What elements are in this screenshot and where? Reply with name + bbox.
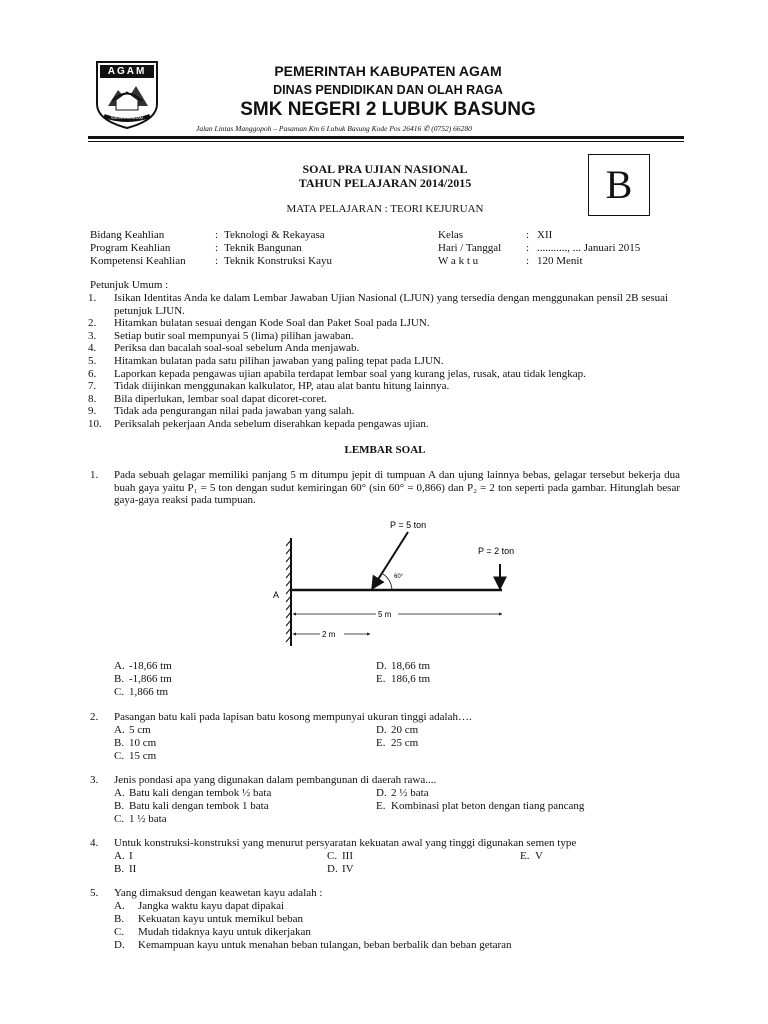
fixed-support xyxy=(286,538,291,646)
school-address: Jalan Lintas Manggopoh – Pasaman Km 6 Lubuk Basung Kode Pos 26416 ✆ (0752) 66280 xyxy=(196,124,472,133)
instruction-item: 5. Hitamkan bulatan pada satu pilihan jawaban yang paling tepat pada LJUN. xyxy=(88,354,444,367)
label-2m: 2 m xyxy=(322,630,336,639)
info-bidang-label: Bidang Keahlian xyxy=(90,229,165,241)
option-a[interactable]: A. I xyxy=(114,850,133,862)
header-line2: DINAS PENDIDIKAN DAN OLAH RAGA xyxy=(273,83,503,97)
logo-motto: SALINGKA AGAM xyxy=(110,115,144,120)
option-b[interactable]: B. 10 cm xyxy=(114,737,157,749)
question-number: 5. xyxy=(90,887,99,899)
option-c[interactable]: C. 1,866 tm xyxy=(114,686,169,698)
question-1 xyxy=(90,469,680,507)
question-number: 2. xyxy=(90,711,99,723)
instruction-item: 7. Tidak diijinkan menggunakan kalkulator, HP, atau alat bantu hitung lainnya. xyxy=(88,380,450,393)
option-e[interactable]: E. V xyxy=(520,850,543,862)
option-c[interactable]: C. III xyxy=(327,850,353,862)
letterhead-rule-thin xyxy=(88,141,684,142)
question-number: 4. xyxy=(90,837,99,849)
option-a[interactable]: A. Batu kali dengan tembok ½ bata xyxy=(114,787,272,799)
school-name: SMK NEGERI 2 LUBUK BASUNG xyxy=(240,99,536,120)
question-text: Pasangan batu kali pada lapisan batu kosong mempunyai ukuran tinggi adalah…. xyxy=(114,711,472,723)
instruction-item: 10. Periksalah pekerjaan Anda sebelum diserahkan kepada pengawas ujian. xyxy=(88,417,429,430)
option-d[interactable]: D. IV xyxy=(327,863,354,875)
force-p1-arrow xyxy=(372,532,408,589)
beam-diagram xyxy=(266,518,556,648)
header-line1: PEMERINTAH KABUPATEN AGAM xyxy=(274,63,502,79)
instruction-item: 9. Tidak ada pengurangan nilai pada jawaban yang salah. xyxy=(88,405,355,418)
question-3 xyxy=(90,774,690,787)
question-number: 3. xyxy=(90,774,99,786)
instruction-item: 1. Isikan Identitas Anda ke dalam Lembar Jawaban Ujian Nasional (LJUN) yang tersedia dengan menggunakan pensil 2B sesuai petunjuk LJUN. xyxy=(88,292,669,317)
logo-text: AGAM xyxy=(107,66,147,77)
option-d[interactable]: D. Kemampuan kayu untuk menahan beban tulangan, beban berbalik dan beban getaran xyxy=(114,939,512,951)
info-kelas-value: XII xyxy=(537,229,553,241)
option-d[interactable]: D. 20 cm xyxy=(376,724,419,736)
option-a[interactable]: A. Jangka waktu kayu dapat dipakai xyxy=(114,900,285,912)
option-b[interactable]: B. Batu kali dengan tembok 1 bata xyxy=(114,800,269,812)
option-b[interactable]: B. Kekuatan kayu untuk memikul beban xyxy=(114,913,303,925)
info-kelas-label: Kelas xyxy=(438,229,464,241)
instruction-item: 3. Setiap butir soal mempunyai 5 (lima) pilihan jawaban. xyxy=(88,329,354,342)
option-a[interactable]: A. -18,66 tm xyxy=(114,660,172,672)
instruction-item: 8. Bila diperlukan, lembar soal dapat dicoret-coret. xyxy=(88,392,327,405)
option-b[interactable]: B. II xyxy=(114,863,137,875)
exam-subject: MATA PELAJARAN : TEORI KEJURUAN xyxy=(286,203,484,215)
exam-title: SOAL PRA UJIAN NASIONAL xyxy=(302,162,468,176)
option-b[interactable]: B. -1,866 tm xyxy=(114,673,172,685)
question-number: 1. xyxy=(90,469,99,481)
info-bidang-value: Teknologi & Rekayasa xyxy=(224,229,325,241)
package-box xyxy=(588,154,650,216)
info-program-label: Program Keahlian xyxy=(90,242,171,254)
info-hari-value: ..........., ... Januari 2015 xyxy=(537,242,641,254)
label-angle: 60° xyxy=(394,574,404,580)
info-waktu-value: 120 Menit xyxy=(537,255,583,267)
option-e[interactable]: E. 25 cm xyxy=(376,737,419,749)
question-text: Yang dimaksud dengan keawetan kayu adalah : xyxy=(114,887,323,899)
question-text: Pada sebuah gelagar memiliki panjang 5 m ditumpu jepit di tumpuan A dan ujung lainnya bebas, gelagar tersebut bekerja dua buah gaya yaitu P₁ = 5 ton dengan sudut kemiringan 60° (sin 60° = 0,866) dan P₂ = 2 ton seperti pada gambar. Hitunglah besar gaya-gaya reaksi pada tumpuan. xyxy=(114,469,680,507)
option-a[interactable]: A. 5 cm xyxy=(114,724,151,736)
section-title: LEMBAR SOAL xyxy=(344,444,426,456)
question-5 xyxy=(90,887,690,900)
angle-arc xyxy=(383,574,392,590)
info-kompetensi-value: Teknik Konstruksi Kayu xyxy=(224,255,332,267)
question-text: Jenis pondasi apa yang digunakan dalam pembangunan di daerah rawa.... xyxy=(114,774,437,786)
instructions-list xyxy=(88,292,688,431)
option-c[interactable]: C. Mudah tidaknya kayu untuk dikerjakan xyxy=(114,926,311,938)
label-p1: P = 5 ton xyxy=(390,520,427,530)
option-d[interactable]: D. 18,66 tm xyxy=(376,660,431,672)
info-kompetensi-label: Kompetensi Keahlian xyxy=(90,255,186,267)
question-text: Untuk konstruksi-konstruksi yang menurut persyaratan kekuatan awal yang tinggi digunakan semen type xyxy=(114,837,577,849)
instruction-item: 4. Periksa dan bacalah soal-soal sebelum Anda menjawab. xyxy=(88,342,360,355)
option-d[interactable]: D. 2 ½ bata xyxy=(376,787,429,799)
question-2 xyxy=(90,711,690,724)
label-support: A xyxy=(273,590,280,600)
option-e[interactable]: E. 186,6 tm xyxy=(376,673,431,685)
question-4 xyxy=(90,837,690,850)
school-logo xyxy=(94,60,160,130)
option-c[interactable]: C. 15 cm xyxy=(114,750,157,762)
option-e[interactable]: E. Kombinasi plat beton dengan tiang pancang xyxy=(376,800,585,812)
info-hari-label: Hari / Tanggal xyxy=(438,242,502,254)
package-letter: B xyxy=(605,162,633,207)
instruction-item: 2. Hitamkan bulatan sesuai dengan Kode Soal dan Paket Soal pada LJUN. xyxy=(88,317,430,330)
instruction-item: 6. Laporkan kepada pengawas ujian apabila terdapat lembar soal yang kurang jelas, rusak, atau tidak lengkap. xyxy=(88,367,586,380)
info-waktu-label: W a k t u xyxy=(438,255,479,267)
label-span: 5 m xyxy=(378,610,392,619)
instructions-heading: Petunjuk Umum : xyxy=(90,279,169,291)
option-c[interactable]: C. 1 ½ bata xyxy=(114,813,167,825)
exam-year: TAHUN PELAJARAN 2014/2015 xyxy=(298,176,472,190)
label-p2: P = 2 ton xyxy=(478,546,515,556)
info-program-value: Teknik Bangunan xyxy=(224,242,302,254)
letterhead-rule xyxy=(88,136,684,139)
